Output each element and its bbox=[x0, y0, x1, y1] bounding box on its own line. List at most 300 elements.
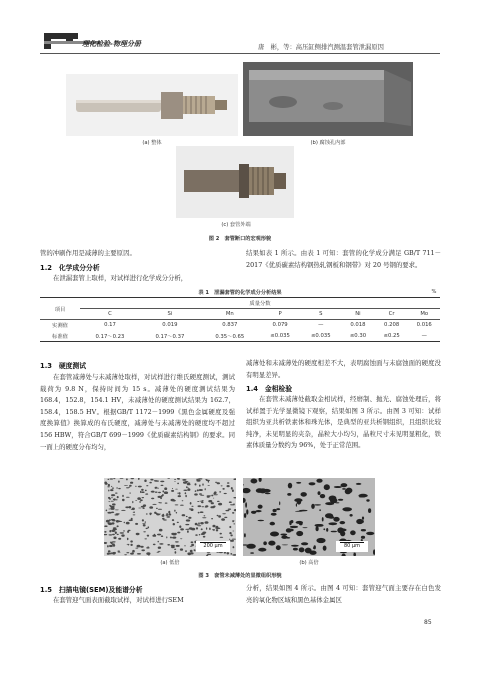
micrograph-grain bbox=[299, 547, 305, 552]
micrograph-grain bbox=[170, 537, 171, 538]
micrograph-grain bbox=[140, 499, 143, 501]
micrograph-grain bbox=[147, 535, 150, 536]
micrograph-grain bbox=[108, 509, 110, 510]
micrograph-grain bbox=[164, 491, 168, 494]
micrograph-grain bbox=[183, 490, 187, 491]
micrograph-grain bbox=[186, 486, 188, 488]
micrograph-grain bbox=[358, 494, 367, 498]
micrograph-grain bbox=[225, 510, 229, 511]
figure3-caption: 图 3 套管未减薄处的显微组织形貌 bbox=[198, 573, 282, 579]
micrograph-grain bbox=[175, 489, 178, 490]
micrograph-grain bbox=[114, 514, 118, 515]
scale-bar-a bbox=[196, 541, 230, 552]
micrograph-grain bbox=[337, 527, 344, 533]
micrograph-grain bbox=[142, 523, 145, 524]
micrograph-grain bbox=[135, 548, 138, 549]
micrograph-grain bbox=[178, 495, 181, 497]
micrograph-grain bbox=[210, 506, 214, 508]
micrograph-grain bbox=[116, 499, 117, 500]
micrograph-grain bbox=[149, 482, 152, 484]
micrograph-grain bbox=[123, 530, 124, 532]
micrograph-grain bbox=[154, 480, 158, 481]
micrograph-grain bbox=[111, 542, 113, 544]
table1-cell: — bbox=[408, 331, 440, 342]
micrograph-grain bbox=[104, 525, 107, 527]
micrograph-grain bbox=[149, 513, 152, 514]
micrograph-grain bbox=[301, 492, 307, 497]
micrograph-grain bbox=[146, 485, 148, 486]
micrograph-grain bbox=[296, 482, 301, 484]
micrograph-grain bbox=[206, 527, 207, 530]
micrograph-grain bbox=[320, 494, 325, 498]
micrograph-grain bbox=[124, 522, 125, 523]
micrograph-grain bbox=[219, 491, 221, 492]
micrograph-grain bbox=[211, 495, 213, 497]
micrograph-grain bbox=[177, 532, 180, 534]
micrograph-grain bbox=[309, 551, 316, 555]
micrograph-grain bbox=[199, 534, 200, 535]
micrograph-grain bbox=[129, 487, 131, 488]
micrograph-grain bbox=[229, 526, 231, 528]
micrograph-grain bbox=[211, 502, 214, 504]
micrograph-grain bbox=[182, 479, 186, 481]
micrograph-grain bbox=[230, 540, 234, 542]
micrograph-grain bbox=[185, 529, 189, 530]
micrograph-grain bbox=[130, 540, 133, 542]
micrograph-grain bbox=[109, 505, 111, 507]
journal-logo-text: 理化检验-物理分册 bbox=[82, 40, 141, 48]
micrograph-grain bbox=[180, 538, 182, 539]
micrograph-grain bbox=[217, 515, 219, 517]
running-title: 唐 彬，等：高压缸侧排汽测温套管泄漏原因 bbox=[258, 44, 384, 51]
micrograph-grain bbox=[291, 545, 299, 547]
micrograph-grain bbox=[190, 502, 192, 505]
micrograph-grain bbox=[199, 501, 203, 502]
micrograph-grain bbox=[163, 514, 164, 515]
table1 bbox=[40, 297, 440, 342]
micrograph-grain bbox=[146, 493, 148, 494]
micrograph-grain bbox=[218, 515, 221, 517]
micrograph-grain bbox=[199, 493, 202, 495]
micrograph-grain bbox=[118, 481, 120, 483]
micrograph-grain bbox=[172, 519, 174, 521]
micrograph-grain bbox=[108, 490, 109, 492]
micrograph-grain bbox=[258, 520, 265, 521]
table-row bbox=[40, 320, 440, 331]
micrograph-grain bbox=[290, 526, 298, 528]
section-1-3-text: 在套管减薄处与未减薄处取样，对试样进行维氏硬度测试，测试载荷为 9.8 N，保持时间为 15 s。减薄处的硬度测试结果为 168.4，152.8，154.1 HV，未减薄处的硬度测试结果为 162.7，158.4，158.5 HV。根据GB/T 1172－1999《黑色金属硬度及强度换算值》换算成的布氏硬度，减薄处与未减薄处的硬度均不超过 156 HBW，符合GB/T 699－1999《优质碳素结构钢》的要求。同一面上的硬度分布均匀， bbox=[40, 373, 235, 451]
micrograph-grain bbox=[155, 492, 158, 493]
micrograph-grain bbox=[117, 525, 119, 527]
micrograph-grain bbox=[180, 505, 184, 506]
micrograph-grain bbox=[197, 489, 199, 491]
micrograph-grain bbox=[155, 487, 158, 489]
micrograph-grain bbox=[361, 536, 365, 539]
micrograph-grain bbox=[135, 486, 136, 487]
section-1-5-heading: 1.5 扫描电镜(SEM)及能谱分析 bbox=[40, 586, 143, 594]
micrograph-grain bbox=[147, 546, 148, 548]
micrograph-grain bbox=[109, 534, 113, 535]
micrograph-grain bbox=[216, 529, 218, 531]
micrograph-grain bbox=[150, 479, 153, 481]
micrograph-grain bbox=[335, 502, 339, 503]
table1-col-header: C bbox=[80, 309, 140, 320]
header-rule bbox=[40, 53, 440, 54]
micrograph-grain bbox=[333, 517, 339, 522]
micrograph-grain bbox=[111, 506, 115, 508]
figure3-label-b: (b) 高倍 bbox=[299, 560, 319, 566]
micrograph-grain bbox=[132, 508, 135, 511]
micrograph-grain bbox=[279, 501, 280, 505]
micrograph-grain bbox=[132, 501, 133, 503]
micrograph-grain bbox=[121, 534, 124, 536]
micrograph-grain bbox=[109, 501, 110, 502]
micrograph-grain bbox=[340, 521, 346, 524]
table1-cell: 0.079 bbox=[272, 322, 288, 329]
micrograph-grain bbox=[191, 506, 193, 507]
micrograph-grain bbox=[118, 552, 121, 553]
figure2-label-c: (c) 套管外端 bbox=[221, 222, 251, 228]
micrograph-grain bbox=[190, 552, 194, 554]
micrograph-grain bbox=[196, 527, 198, 529]
micrograph-grain bbox=[195, 483, 197, 485]
micrograph-grain bbox=[157, 488, 158, 489]
micrograph-grain bbox=[199, 485, 201, 487]
micrograph-grain bbox=[166, 513, 168, 516]
table1-cell: 0.17 bbox=[104, 322, 116, 329]
micrograph-grain bbox=[319, 509, 321, 511]
micrograph-grain bbox=[111, 501, 114, 502]
micrograph-grain bbox=[232, 489, 234, 492]
journal-logo bbox=[40, 30, 160, 52]
micrograph-grain bbox=[129, 485, 132, 487]
micrograph-grain bbox=[172, 488, 173, 489]
table1-cell: 0.208 bbox=[384, 322, 400, 329]
micrograph-grain bbox=[185, 492, 187, 494]
micrograph-grain bbox=[158, 492, 161, 493]
micrograph-grain bbox=[182, 500, 184, 501]
table1-cell: 0.35～0.65 bbox=[200, 331, 260, 342]
micrograph-grain bbox=[201, 502, 204, 504]
micrograph-grain bbox=[326, 528, 328, 532]
micrograph-grain bbox=[338, 499, 343, 501]
micrograph-grain bbox=[311, 504, 315, 509]
micrograph-grain bbox=[187, 488, 190, 491]
micrograph-grain bbox=[318, 491, 321, 495]
micrograph-grain bbox=[177, 522, 179, 523]
micrograph-grain bbox=[356, 483, 362, 485]
micrograph-grain bbox=[328, 522, 337, 525]
micrograph-grain bbox=[109, 530, 111, 532]
micrograph-grain bbox=[160, 481, 164, 483]
micrograph-grain bbox=[205, 505, 208, 507]
micrograph-grain bbox=[273, 509, 277, 512]
micrograph-grain bbox=[287, 493, 291, 496]
micrograph-grain bbox=[270, 532, 279, 537]
micrograph-grain bbox=[232, 512, 234, 514]
micrograph-grain bbox=[161, 495, 163, 497]
scale-bar-b bbox=[336, 541, 368, 552]
micrograph-grain bbox=[187, 482, 190, 484]
micrograph-grain bbox=[207, 485, 210, 486]
scale-bar-b-label: 80 μm bbox=[343, 543, 360, 549]
micrograph-grain bbox=[166, 536, 167, 538]
micrograph-grain bbox=[107, 553, 111, 554]
micrograph-grain bbox=[317, 524, 324, 527]
micrograph-grain bbox=[109, 545, 113, 547]
micrograph-grain bbox=[293, 548, 298, 551]
micrograph-grain bbox=[258, 548, 266, 552]
micrograph-grain bbox=[126, 552, 129, 553]
micrograph-grain bbox=[281, 536, 287, 539]
micrograph-grain bbox=[163, 519, 167, 520]
micrograph-grain bbox=[342, 488, 346, 490]
micrograph-grain bbox=[127, 544, 130, 545]
micrograph-grain bbox=[197, 501, 199, 502]
micrograph-grain bbox=[361, 529, 366, 531]
micrograph-grain bbox=[109, 498, 111, 500]
micrograph-grain bbox=[107, 486, 110, 487]
figure2-label-a: (a) 整体 bbox=[142, 140, 162, 146]
micrograph-grain bbox=[350, 530, 356, 535]
micrograph-grain bbox=[191, 541, 194, 543]
micrograph-grain bbox=[122, 495, 124, 497]
table1-col-header: Ni bbox=[341, 309, 375, 320]
micrograph-grain bbox=[171, 499, 175, 502]
micrograph-grain bbox=[138, 486, 142, 488]
micrograph-grain bbox=[184, 545, 185, 546]
micrograph-grain bbox=[156, 513, 158, 515]
micrograph-grain bbox=[331, 531, 337, 533]
micrograph-grain bbox=[132, 552, 134, 553]
micrograph-grain bbox=[288, 483, 292, 489]
micrograph-grain bbox=[130, 492, 131, 493]
micrograph-grain bbox=[143, 531, 146, 532]
section-1-5-text: 在套管迎气面表面截取试样，对试样进行SEM bbox=[53, 596, 184, 604]
table1-cell: — bbox=[318, 322, 324, 329]
micrograph-grain bbox=[221, 485, 223, 486]
micrograph-grain bbox=[230, 504, 234, 505]
micrograph-grain bbox=[188, 517, 191, 519]
micrograph-grain bbox=[176, 512, 177, 514]
micrograph-grain bbox=[211, 518, 213, 519]
right-bottom-text: 分析，结果如图 4 所示。由图 4 可知：套管迎气面主要存在白色发亮的氧化物区域和黑色基体金属区 bbox=[246, 584, 441, 604]
micrograph-grain bbox=[126, 497, 130, 498]
micrograph-grain bbox=[195, 534, 198, 536]
micrograph-grain bbox=[202, 517, 206, 518]
micrograph-grain bbox=[135, 500, 137, 501]
micrograph-grain bbox=[158, 547, 161, 549]
micrograph-grain bbox=[362, 517, 364, 520]
micrograph-grain bbox=[195, 490, 197, 492]
micrograph-grain bbox=[198, 512, 200, 514]
micrograph-grain bbox=[157, 534, 161, 536]
micrograph-grain bbox=[204, 515, 206, 516]
micrograph-grain bbox=[149, 506, 153, 509]
micrograph-grain bbox=[112, 488, 114, 489]
micrograph-grain bbox=[224, 517, 227, 518]
micrograph-grain bbox=[234, 523, 235, 524]
table1-row-label: 实测值 bbox=[52, 323, 68, 330]
micrograph-grain bbox=[159, 543, 163, 545]
micrograph-grain bbox=[145, 521, 146, 522]
micrograph-grain bbox=[224, 493, 227, 494]
micrograph-grain bbox=[323, 528, 325, 530]
micrograph-grain bbox=[117, 551, 120, 552]
micrograph-grain bbox=[188, 487, 189, 488]
micrograph-grain bbox=[173, 523, 175, 525]
micrograph-grain bbox=[251, 479, 258, 484]
micrograph-grain bbox=[141, 549, 145, 551]
micrograph-grain bbox=[183, 481, 187, 483]
table1-cell: 0.019 bbox=[162, 322, 178, 329]
micrograph-grain bbox=[162, 490, 164, 492]
table1-cell: 0.837 bbox=[222, 322, 238, 329]
micrograph-grain bbox=[186, 516, 188, 517]
micrograph-grain bbox=[128, 530, 131, 531]
micrograph-grain bbox=[208, 500, 212, 502]
micrograph-grain bbox=[289, 529, 294, 532]
left-col-para2: 在泄漏套管上取样，对试样进行化学成分分析， bbox=[53, 274, 188, 282]
section-1-2-heading: 1.2 化学成分分析 bbox=[40, 264, 100, 272]
micrograph-grain bbox=[137, 553, 141, 555]
micrograph-grain bbox=[316, 538, 325, 543]
table1-cell: 0.17～0.37 bbox=[140, 331, 200, 342]
micrograph-grain bbox=[342, 507, 352, 511]
micrograph-grain bbox=[117, 534, 119, 535]
right-mid-para: 减薄处和未减薄处的硬度相差不大，表明腐蚀面与未腐蚀面的硬度没有明显差异。 bbox=[246, 359, 441, 379]
table1-row-label: 标准值 bbox=[40, 331, 80, 342]
micrograph-grain bbox=[157, 551, 160, 552]
micrograph-grain bbox=[245, 502, 247, 508]
micrograph-grain bbox=[171, 490, 174, 492]
micrograph-grain bbox=[108, 484, 110, 486]
micrograph-grain bbox=[141, 489, 144, 491]
micrograph-grain bbox=[156, 552, 159, 553]
micrograph-grain bbox=[201, 506, 204, 507]
micrograph-grain bbox=[221, 518, 225, 521]
micrograph-grain bbox=[316, 479, 322, 483]
micrograph-grain bbox=[107, 545, 109, 547]
micrograph-grain bbox=[115, 493, 118, 494]
micrograph-grain bbox=[137, 497, 141, 500]
micrograph-grain bbox=[112, 552, 116, 554]
micrograph-grain bbox=[217, 501, 220, 502]
micrograph-grain bbox=[212, 529, 215, 530]
micrograph-grain bbox=[168, 513, 171, 515]
micrograph-grain bbox=[190, 546, 193, 547]
micrograph-grain bbox=[146, 552, 150, 555]
micrograph-grain bbox=[137, 545, 141, 548]
micrograph-grain bbox=[174, 479, 176, 480]
table1-unit: % bbox=[431, 289, 437, 295]
micrograph-grain bbox=[250, 552, 254, 554]
right-col-para1: 结果如表 1 所示。由表 1 可知：套管的化学成分满足 GB/T 711－2017《优质碳素结构钢热轧钢板和钢带》对 20 号钢的要求。 bbox=[246, 249, 441, 269]
micrograph-grain bbox=[345, 489, 351, 495]
micrograph-grain bbox=[140, 491, 141, 493]
micrograph-grain bbox=[160, 514, 161, 515]
micrograph-grain bbox=[138, 508, 141, 509]
figure3-label-a: (a) 低倍 bbox=[160, 560, 180, 566]
micrograph-grain bbox=[366, 532, 374, 535]
micrograph-grain bbox=[227, 482, 230, 484]
micrograph-grain bbox=[172, 537, 176, 539]
micrograph-grain bbox=[118, 488, 121, 489]
micrograph-grain bbox=[323, 546, 327, 551]
micrograph-grain bbox=[207, 495, 211, 496]
micrograph-grain bbox=[182, 514, 186, 516]
micrograph-grain bbox=[118, 538, 121, 540]
table1-col-header: S bbox=[300, 309, 341, 320]
micrograph-grain bbox=[314, 504, 321, 505]
table1-cell: ≤0.035 bbox=[260, 331, 301, 342]
micrograph-grain bbox=[113, 537, 116, 540]
micrograph-grain bbox=[271, 513, 277, 516]
micrograph-grain bbox=[191, 528, 195, 531]
micrograph-grain bbox=[133, 512, 135, 513]
micrograph-grain bbox=[217, 482, 220, 484]
table1-col-header: Mo bbox=[408, 309, 440, 320]
micrograph-grain bbox=[151, 491, 153, 492]
micrograph-grain bbox=[191, 508, 194, 511]
micrograph-grain bbox=[201, 528, 203, 530]
table1-cell: ≤0.30 bbox=[341, 331, 375, 342]
micrograph-grain bbox=[229, 539, 231, 540]
micrograph-grain bbox=[106, 520, 110, 523]
micrograph-grain bbox=[139, 501, 141, 502]
micrograph-grain bbox=[200, 495, 204, 496]
micrograph-grain bbox=[168, 511, 170, 514]
scale-bar-a-label: 200 μm bbox=[203, 543, 223, 549]
micrograph-grain bbox=[107, 522, 111, 524]
page-number: 85 bbox=[424, 619, 432, 626]
micrograph-grain bbox=[140, 546, 143, 548]
micrograph-grain bbox=[156, 508, 158, 509]
micrograph-grain bbox=[111, 494, 115, 496]
micrograph-grain bbox=[362, 520, 364, 523]
micrograph-grain bbox=[127, 538, 129, 541]
section-1-4-text: 在套管未减薄处截取金相试样，经磨制、抛光、腐蚀处理后，将试样置于光学显微镜下观察，结果如图 3 所示。由图 3 可知：试样组织为亚共析铁素体和珠光体，是典型的亚共析钢组织，且组织比较纯净，未见明显的夹杂，晶粒大小均匀，晶粒尺寸未见明显粗化，铁素体质量分数约为 96%，处于正常范围。 bbox=[246, 395, 441, 450]
micrograph-grain bbox=[295, 511, 303, 512]
micrograph-grain bbox=[158, 541, 159, 543]
micrograph-grain bbox=[146, 528, 148, 529]
micrograph-grain bbox=[194, 493, 198, 495]
micrograph-grain bbox=[203, 536, 206, 538]
micrograph-grain bbox=[198, 478, 202, 479]
micrograph-grain bbox=[144, 538, 147, 539]
micrograph-grain bbox=[130, 544, 132, 546]
micrograph-grain bbox=[289, 521, 291, 526]
table1-caption: 表 1 泄漏套管的化学成分分析结果 bbox=[198, 290, 282, 296]
micrograph-grain bbox=[131, 518, 133, 520]
micrograph-grain bbox=[195, 523, 198, 526]
micrograph-grain bbox=[229, 532, 231, 534]
micrograph-grain bbox=[116, 487, 118, 488]
table-row bbox=[40, 331, 440, 342]
table1-col-header: Mn bbox=[200, 309, 260, 320]
micrograph-grain bbox=[175, 551, 177, 554]
micrograph-grain bbox=[110, 478, 114, 479]
micrograph-grain bbox=[212, 525, 215, 528]
micrograph-grain bbox=[121, 510, 125, 511]
micrograph-grain bbox=[180, 528, 184, 530]
micrograph-grain bbox=[198, 525, 201, 526]
micrograph-grain bbox=[220, 537, 224, 538]
micrograph-grain bbox=[171, 533, 175, 535]
micrograph-grain bbox=[301, 542, 308, 545]
micrograph-grain bbox=[111, 497, 112, 499]
micrograph-grain bbox=[104, 531, 106, 533]
